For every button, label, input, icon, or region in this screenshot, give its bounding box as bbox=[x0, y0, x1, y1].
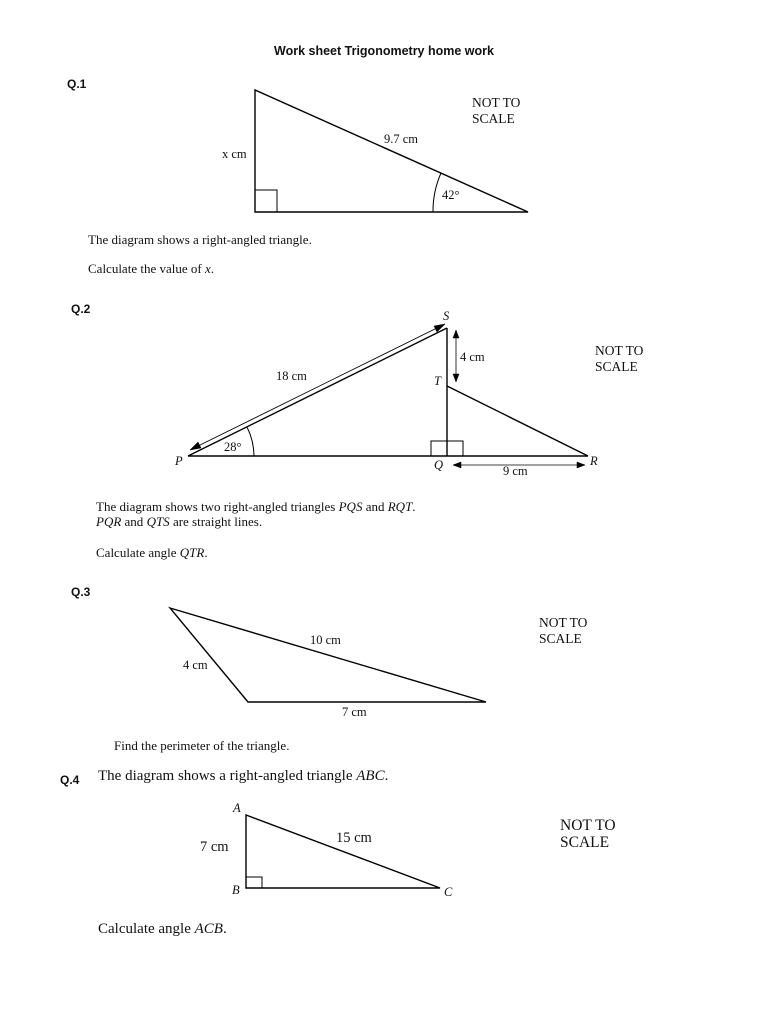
page-title: Work sheet Trigonometry home work bbox=[274, 44, 494, 58]
q4-intro-pre: The diagram shows a right-angled triangle bbox=[98, 768, 357, 784]
q4-not-to-scale-line2: SCALE bbox=[560, 834, 610, 851]
q3-base-label: 7 cm bbox=[342, 705, 367, 719]
q2-text-line2-l1: PQR bbox=[96, 514, 122, 529]
question-1-number: Q.1 bbox=[67, 77, 87, 91]
q3-text-line1: Find the perimeter of the triangle. bbox=[114, 738, 290, 753]
q4-text-line1-post: . bbox=[222, 921, 227, 937]
q4-text-line1 bbox=[98, 921, 227, 938]
question-4-number: Q.4 bbox=[60, 773, 80, 787]
q2-point-r-label: R bbox=[590, 454, 598, 468]
q4-point-c-label: C bbox=[444, 885, 453, 899]
q2-text-line1-tri2: RQT bbox=[387, 499, 413, 514]
q3-not-to-scale-line2: SCALE bbox=[539, 631, 582, 646]
q1-text-line1: The diagram shows a right-angled triangle. bbox=[88, 232, 312, 247]
question-2-number: Q.2 bbox=[71, 302, 91, 316]
q4-ac-length-label: 15 cm bbox=[336, 830, 372, 846]
q4-not-to-scale-line1: NOT TO bbox=[560, 817, 616, 834]
q1-text-line2-var: x bbox=[204, 261, 211, 276]
q4-text-line1-pre: Calculate angle bbox=[98, 921, 195, 937]
q4-right-angle-mark bbox=[246, 877, 262, 888]
q2-text-line2-mid: and bbox=[121, 514, 147, 529]
q2-point-q-label: Q bbox=[434, 458, 444, 472]
q4-triangle bbox=[246, 815, 440, 888]
q2-text-line3-angle: QTR bbox=[179, 545, 205, 560]
q4-intro-post: . bbox=[384, 768, 389, 784]
q2-text-line3-post: . bbox=[204, 545, 208, 560]
q2-text-line1-post: . bbox=[412, 499, 416, 514]
q2-text-line1-mid: and bbox=[362, 499, 388, 514]
q2-st-length-label: 4 cm bbox=[460, 350, 485, 364]
q2-not-to-scale-line1: NOT TO bbox=[595, 343, 644, 358]
q1-not-to-scale-line1: NOT TO bbox=[472, 95, 521, 110]
q4-point-a-label: A bbox=[233, 801, 241, 815]
q2-not-to-scale-line2: SCALE bbox=[595, 359, 638, 374]
q2-point-t-label: T bbox=[434, 374, 441, 388]
q4-ab-length-label: 7 cm bbox=[200, 839, 229, 855]
q2-angle-label: 28° bbox=[224, 440, 242, 454]
q2-text-line3-pre: Calculate angle bbox=[96, 545, 180, 560]
q2-ps-length-label: 18 cm bbox=[276, 369, 307, 383]
q4-intro-tri: ABC bbox=[356, 768, 385, 784]
q2-qr-length-label: 9 cm bbox=[503, 464, 528, 478]
question-3-number: Q.3 bbox=[71, 585, 91, 599]
q1-hypotenuse-label: 9.7 cm bbox=[384, 132, 419, 146]
q2-text-line2-post: are straight lines. bbox=[169, 514, 263, 529]
q1-not-to-scale-line2: SCALE bbox=[472, 111, 515, 126]
q2-text-line1-tri1: PQS bbox=[338, 499, 363, 514]
q2-point-p-label: P bbox=[175, 454, 183, 468]
q1-angle-label: 42° bbox=[442, 188, 460, 202]
q2-point-s-label: S bbox=[443, 309, 450, 323]
q1-text-line2-post: . bbox=[210, 261, 214, 276]
q3-not-to-scale-line1: NOT TO bbox=[539, 615, 588, 630]
q3-short-side-label: 4 cm bbox=[183, 658, 208, 672]
q4-text-line1-angle: ACB bbox=[194, 921, 223, 937]
q2-text-line1-pre: The diagram shows two right-angled triangles bbox=[96, 499, 339, 514]
q1-side-label: x cm bbox=[222, 147, 247, 161]
q2-text-line2-l2: QTS bbox=[146, 514, 170, 529]
q3-long-side-label: 10 cm bbox=[310, 633, 341, 647]
q4-not-to-scale-note bbox=[560, 817, 616, 851]
q1-text-line2-pre: Calculate the value of bbox=[88, 261, 205, 276]
q4-point-b-label: B bbox=[232, 883, 240, 897]
